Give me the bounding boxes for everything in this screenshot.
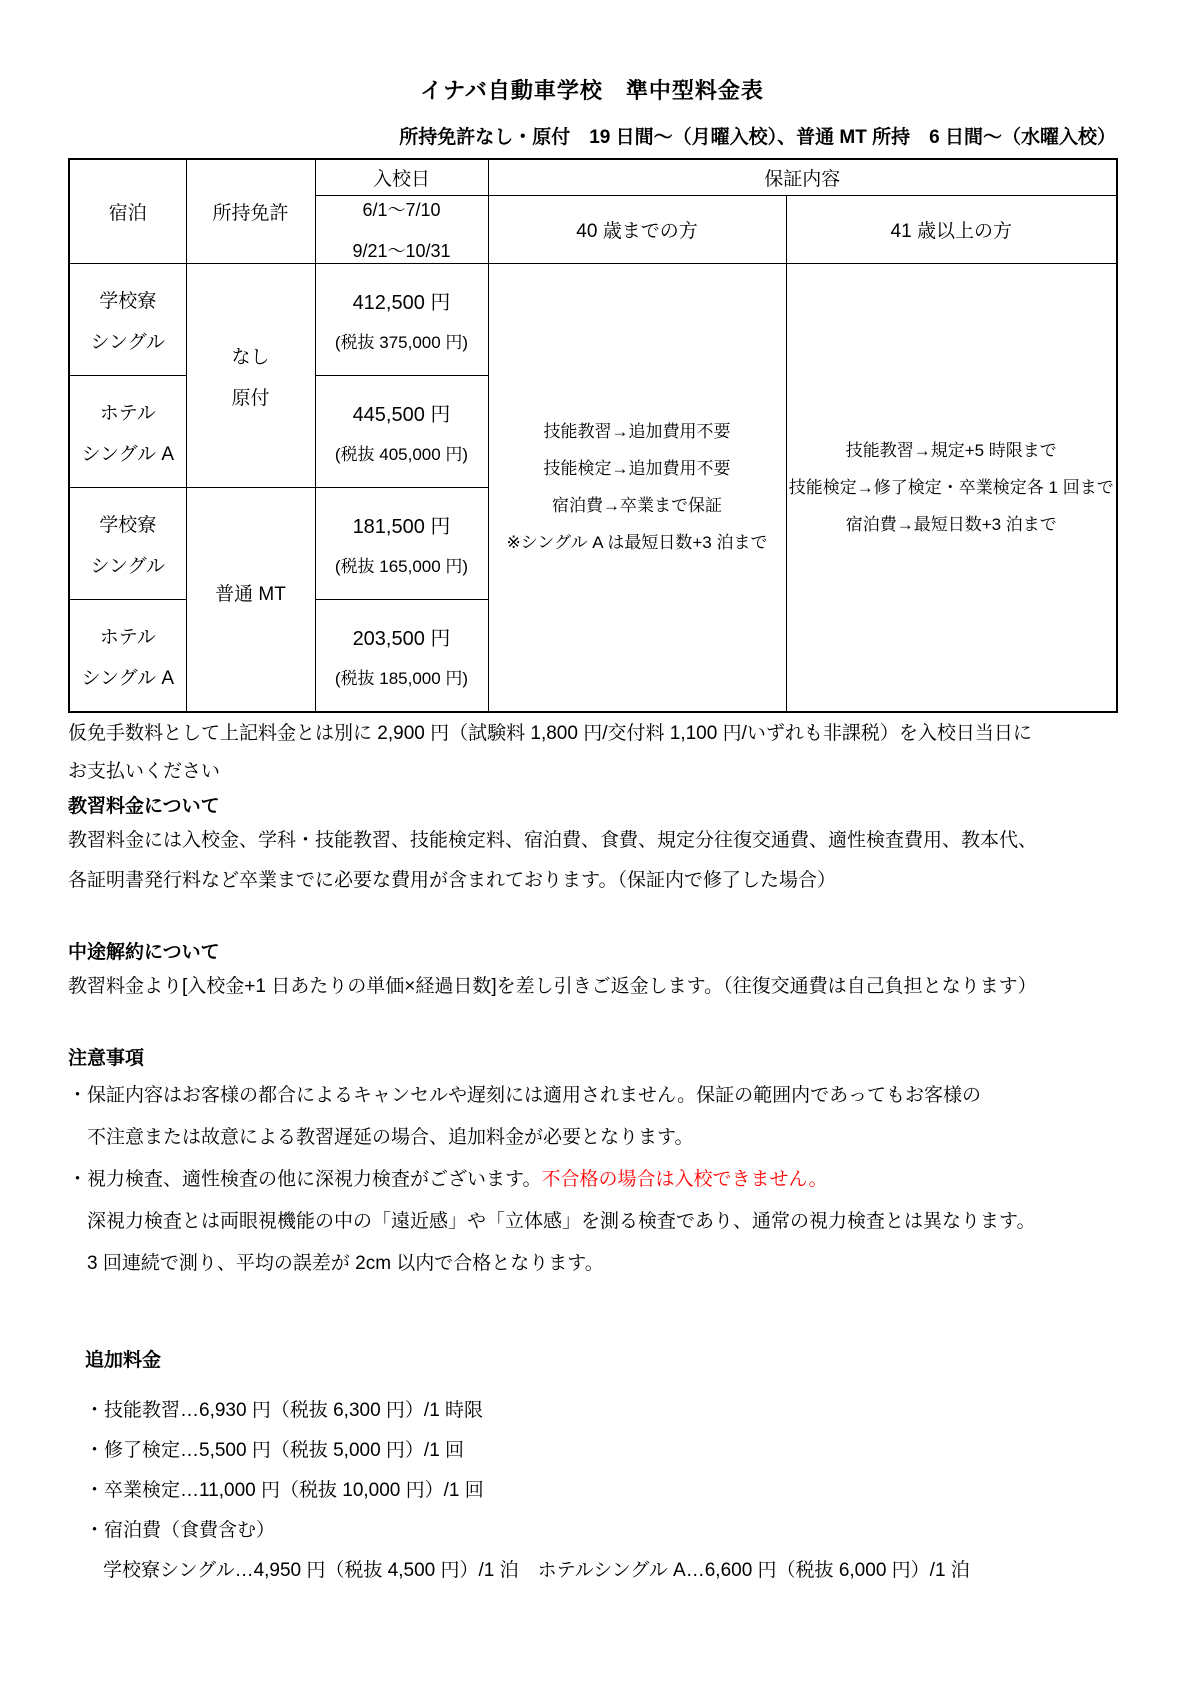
caution-bullet-2-line-3: 3 回連続で測り、平均の誤差が 2cm 以内で合格となります。 [87,1253,604,1274]
guarantee-line: 技能検定→追加費用不要 [543,459,731,478]
cancellation-section-body [68,967,1116,1007]
license-line: なし [231,346,270,368]
license-cell [186,264,315,488]
entry-period-line-2: 9/21～10/31 [352,241,451,261]
guarantee-line: 宿泊費→卒業まで保証 [552,496,722,515]
additional-fee-lodging-sub-item: 学校寮シングル…4,950 円（税抜 4,500 円）/1 泊 ホテルシングル A…6,600 円（税抜 6,000 円）/1 泊 [103,1560,970,1581]
provisional-fee-note [68,715,1116,791]
license-line: 普通 MT [215,584,286,605]
price-excl-tax: (税抜 405,000 円) [334,445,469,464]
lodging-cell [69,264,186,376]
caution-section [68,1045,1116,1285]
caution-bullet-1-line-1: ・保証内容はお客様の都合によるキャンセルや遅刻には適用されません。保証の範囲内であってもお客様の [68,1085,981,1106]
entry-date-header-cell: 入校日 [315,159,488,196]
additional-fee-item: ・卒業検定…11,000 円（税抜 10,000 円）/1 回 [85,1480,484,1501]
additional-fee-section [68,1347,1116,1591]
entry-period-line-1: 6/1～7/10 [362,200,441,220]
lodging-line: ホテル [99,402,156,424]
additional-fee-item: ・技能教習…6,930 円（税抜 6,300 円）/1 時限 [85,1400,484,1421]
tuition-line-1: 教習料金には入校金、学科・技能教習、技能検定料、宿泊費、食費、規定分往復交通費、適性検査費用、教本代、 [68,830,1038,851]
guarantee-header-cell: 保証内容 [488,159,1117,196]
price-cell [315,488,488,600]
tuition-section-body [68,821,1116,901]
provisional-fee-line-1: 仮免手数料として上記料金とは別に 2,900 円（試験料 1,800 円/交付料 1,100 円/いずれも非課税）を入校日当日に [68,723,1032,744]
caution-bullet-2-normal-text: ・視力検査、適性検査の他に深視力検査がございます。 [68,1169,542,1190]
caution-bullet-1-line-2: 不注意または故意による教習遅延の場合、追加料金が必要となります。 [87,1127,694,1148]
license-line: 原付 [231,387,270,409]
lodging-line: シングル A [81,443,175,465]
additional-fee-heading: 追加料金 [85,1350,162,1371]
table-header-row-1 [69,159,1117,196]
price-value: 412,500 円 [352,292,451,314]
guarantee-under40-cell [488,264,786,713]
pricing-table [68,158,1118,713]
tuition-section-heading: 教習料金について [68,796,220,817]
entry-period-cell [315,196,488,264]
license-header-cell: 所持免許 [186,159,315,264]
license-cell [186,488,315,713]
cancellation-section [68,939,1116,1007]
lodging-line: シングル A [81,667,175,689]
caution-bullet-2-line-1 [68,1159,1116,1201]
cancellation-section-heading: 中途解約について [68,942,220,963]
guarantee-line: 技能教習→規定+5 時限まで [845,440,1057,460]
caution-section-heading: 注意事項 [68,1048,145,1069]
lodging-cell [69,488,186,600]
tuition-section [68,793,1116,901]
price-value: 203,500 円 [352,628,451,650]
over41-header-cell: 41 歳以上の方 [786,196,1117,264]
lodging-cell [69,376,186,488]
lodging-line: 学校寮 [99,514,157,536]
price-cell [315,600,488,713]
tuition-line-2: 各証明書発行料など卒業までに必要な費用が含まれております。（保証内で修了した場合） [68,870,836,891]
additional-fee-items [85,1391,1116,1591]
page-title: イナバ自動車学校 準中型料金表 [420,78,764,103]
lodging-line: シングル [90,331,166,353]
price-cell [315,264,488,376]
lodging-line: ホテル [99,626,156,648]
additional-fee-item: ・修了検定…5,500 円（税抜 5,000 円）/1 回 [85,1440,465,1461]
price-excl-tax: (税抜 165,000 円) [334,557,469,576]
additional-fee-item: ・宿泊費（食費含む） [85,1520,276,1541]
under40-header-cell: 40 歳までの方 [488,196,786,264]
guarantee-over41-cell [786,264,1117,713]
provisional-fee-line-2: お支払いください [68,761,221,782]
price-cell [315,376,488,488]
price-excl-tax: (税抜 375,000 円) [334,333,469,352]
lodging-line: 学校寮 [99,290,157,312]
cancellation-line-1: 教習料金より[入校金+1 日あたりの単価×経過日数]を差し引きご返金します。（往復交通費は自己負担となります） [68,976,1037,997]
caution-section-body [68,1075,1116,1285]
page-subtitle: 所持免許なし・原付 19 日間～（月曜入校）、普通 MT 所持 6 日間～（水曜入校） [399,127,1116,148]
guarantee-line: 宿泊費→最短日数+3 泊まで [845,514,1057,534]
caution-bullet-2-red-text: 不合格の場合は入校できません。 [541,1169,828,1190]
price-excl-tax: (税抜 185,000 円) [334,669,469,688]
guarantee-line: 技能教習→追加費用不要 [543,422,731,441]
lodging-header-cell: 宿泊 [69,159,186,264]
table-row [69,264,1117,376]
guarantee-line: ※シングル A は最短日数+3 泊まで [506,533,768,552]
lodging-line: シングル [90,555,166,577]
guarantee-line: 技能検定→修了検定・卒業検定各 1 回まで [788,477,1114,497]
price-value: 445,500 円 [352,404,451,426]
caution-bullet-2-line-2: 深視力検査とは両眼視機能の中の「遠近感」や「立体感」を測る検査であり、通常の視力検査とは異なります。 [87,1211,1036,1232]
price-value: 181,500 円 [352,516,451,538]
lodging-cell [69,600,186,713]
